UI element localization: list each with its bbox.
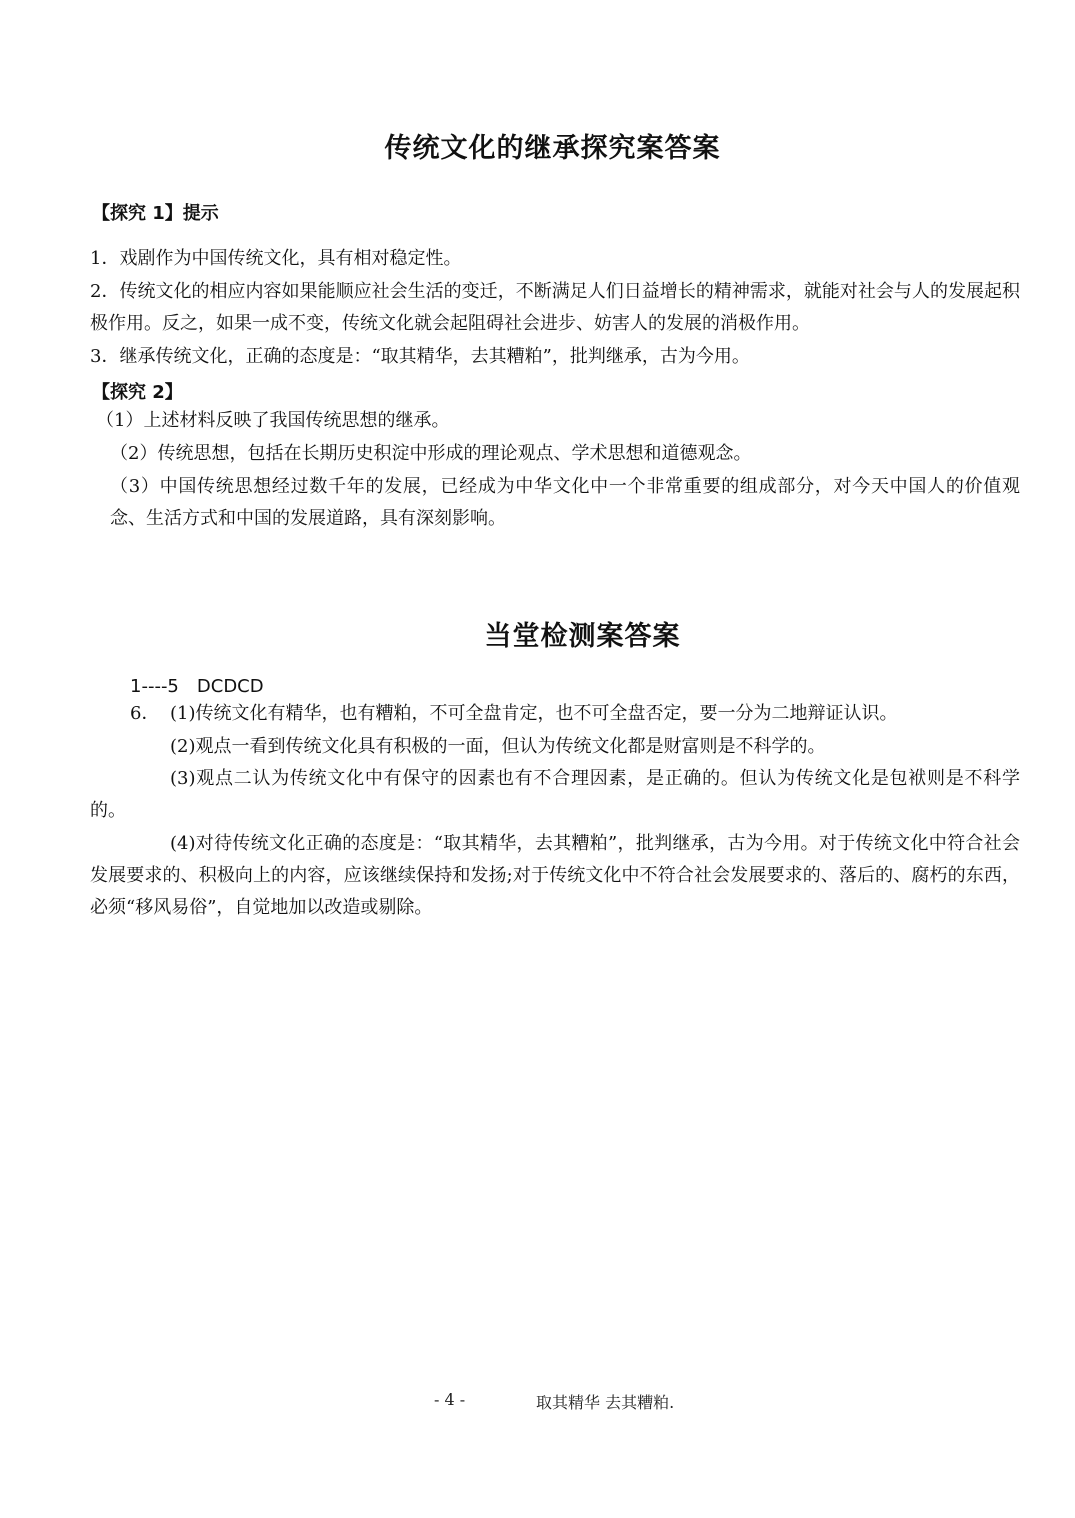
explore2-item-3: （3）中国传统思想经过数千年的发展，已经成为中华文化中一个非常重要的组成部分，对今天中国人的价值观念、生活方式和中国的发展道路，具有深刻影响。 bbox=[110, 476, 1020, 529]
explore1-item-3: 3．继承传统文化，正确的态度是：“取其精华，去其糟粕”，批判继承，古为今用。 bbox=[90, 346, 750, 367]
section2-title: 当堂检测案答案 bbox=[484, 621, 681, 652]
explore2-item-2: （2）传统思想，包括在长期历史积淀中形成的理论观点、学术思想和道德观念。 bbox=[110, 443, 752, 464]
explore2-heading: 【探究 2】 bbox=[92, 382, 183, 403]
q6-item-3: (3)观点二认为传统文化中有保守的因素也有不合理因素，是正确的。但认为传统文化是包袱则是不科学的。 bbox=[90, 768, 1020, 821]
explore1-item-1: 1．戏剧作为中国传统文化，具有相对稳定性。 bbox=[90, 248, 462, 269]
q6-number: 6． bbox=[130, 703, 160, 724]
mc-answers: 1----5 DCDCD bbox=[130, 676, 264, 697]
footer-motto: 取其精华 去其糟粕. bbox=[536, 1393, 675, 1412]
q6-item-1: (1)传统文化有精华，也有糟粕，不可全盘肯定，也不可全盘否定，要一分为二地辩证认识。 bbox=[170, 703, 898, 724]
page-number: - 4 - bbox=[434, 1390, 466, 1409]
q6-item-2: (2)观点一看到传统文化具有积极的一面，但认为传统文化都是财富则是不科学的。 bbox=[170, 736, 826, 757]
explore2-item-1: （1）上述材料反映了我国传统思想的继承。 bbox=[96, 410, 450, 431]
q6-item-4: (4)对待传统文化正确的态度是：“取其精华，去其糟粕”，批判继承，古为今用。对于传统文化中符合社会发展要求的、积极向上的内容，应该继续保持和发扬;对于传统文化中不符合社会发展要求的、落后的、腐朽的东西，必须“移风易俗”，自觉地加以改造或剔除。 bbox=[90, 833, 1020, 918]
explore1-heading: 【探究 1】提示 bbox=[92, 203, 219, 224]
section1-title: 传统文化的继承探究案答案 bbox=[384, 133, 721, 164]
explore1-item-2: 2．传统文化的相应内容如果能顺应社会生活的变迁，不断满足人们日益增长的精神需求，就能对社会与人的发展起积极作用。反之，如果一成不变，传统文化就会起阻碍社会进步、妨害人的发展的消极作用。 bbox=[90, 281, 1020, 334]
